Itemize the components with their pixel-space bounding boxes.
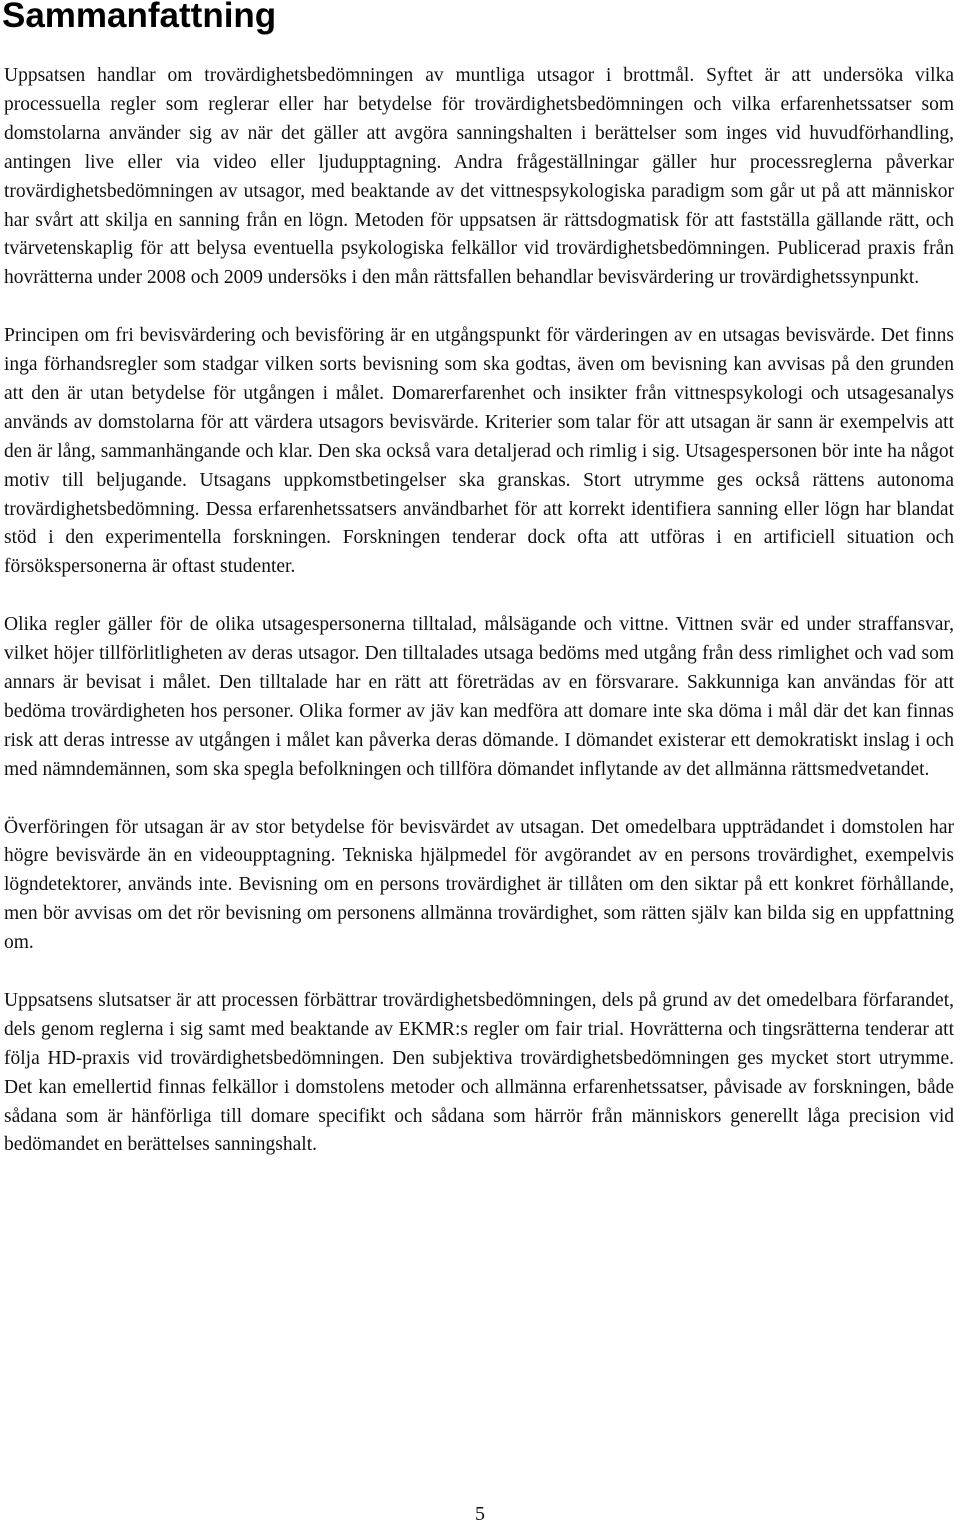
page-number: 5 <box>475 1503 485 1525</box>
paragraph-conclusions: Uppsatsens slutsatser är att processen förbättrar trovärdighetsbedömningen, dels på grund av det omedelbara förfarandet, dels genom reglerna i sig samt med beaktande av EKMR:s regler om fair trial. Hovrätterna och tingsrätterna tenderar att följa HD-praxis vid trovärdighetsbedömningen. Den subjektiva trovärdighetsbedömningen ges mycket stort utrymme. Det kan emellertid finnas felkällor i domstolens metoder och allmänna erfarenhetssatser, påvisade av forskningen, både sådana som är hänförliga till domare specifikt och sådana som härrör från människors generellt låga precision vid bedömandet en berättelses sanningshalt. <box>4 989 954 1156</box>
page-title: Sammanfattning <box>2 0 277 35</box>
paragraph-purpose: Uppsatsen handlar om trovärdighetsbedömningen av muntliga utsagor i brottmål. Syftet är att undersöka vilka processuella regler som reglerar eller har betydelse för trovärdighetsbedömningen och vilka erfarenhetssatser som domstolarna använder sig av när det gäller att avgöra sanningshalten i berättelser som inges vid huvudförhandling, antingen live eller via video eller ljudupptagning. Andra frågeställningar gäller hur processreglerna påverkar trovärdighetsbedömningen av utsagor, med beaktande av det vittnespsykologiska paradigm som går ut på att människor har svårt att skilja en sanning från en lögn. Metoden för uppsatsen är rättsdogmatisk för att fastställa gällande rätt, och tvärvetenskaplig för att belysa eventuella psykologiska felkällor vid trovärdighetsbedömningen. Publicerad praxis från hovrätterna under 2008 och 2009 undersöks i den mån rättsfallen behandlar bevisvärdering ur trovärdighetssynpunkt. <box>4 65 954 289</box>
paragraph-free-evaluation: Principen om fri bevisvärdering och bevisföring är en utgångspunkt för värderingen av en utsagas bevisvärde. Det finns inga förhandsregler som stadgar vilken sorts bevisning som ska godtas, även om bevisning kan avvisas på den grunden att den är utan betydelse för utgången i målet. Domarerfarenhet och insikter från vittnespsykologi och utsagesanalys används av domstolarna för att värdera utsagors bevisvärde. Kriterier som talar för att utsagan är sann är exempelvis att den är lång, sammanhängande och klar. Den ska också vara detaljerad och rimlig i sig. Utsagespersonen bör inte ha något motiv till beljugande. Utsagans uppkomstbetingelser ska granskas. Stort utrymme ges också rättens autonoma trovärdighetsbedömning. Dessa erfarenhetssatsers användbarhet för att korrekt identifiera sanning eller lögn har blandat stöd i den experimentella forskningen. Forskningen tenderar dock ofta att utföras i en artificiell situation och försökspersonerna är oftast studenter. <box>4 325 954 578</box>
summary-body <box>4 62 954 1160</box>
paragraph-transfer: Överföringen för utsagan är av stor betydelse för bevisvärdet av utsagan. Det omedelbara uppträdandet i domstolen har högre bevisvärde än en videoupptagning. Tekniska hjälpmedel för avgörandet av en persons trovärdighet, exempelvis lögndetektorer, används inte. Bevisning om en persons trovärdighet är tillåten om den siktar på ett konkret förhållande, men bör avvisas om det rör bevisning om personens allmänna trovärdighet, som rätten själv kan bilda sig en uppfattning om. <box>4 816 954 954</box>
paragraph-rules: Olika regler gäller för de olika utsagespersonerna tilltalad, målsägande och vittne. Vittnen svär ed under straffansvar, vilket höjer tillförlitligheten av deras utsagor. Den tilltalades utsaga bedöms med utgång från dess rimlighet och vad som annars är bevisat i målet. Den tilltalade har en rätt att företrädas av en försvarare. Sakkunniga kan användas för att bedöma trovärdigheten hos personer. Olika former av jäv kan medföra att domare inte ska döma i mål där det kan finnas risk att deras intresse av utgången i målet kan påverka deras dömande. I dömandet existerar ett demokratiskt inslag i och med nämndemännen, som ska spegla befolkningen och tillföra dömandet inflytande av det allmänna rättsmedvetandet. <box>4 614 954 780</box>
